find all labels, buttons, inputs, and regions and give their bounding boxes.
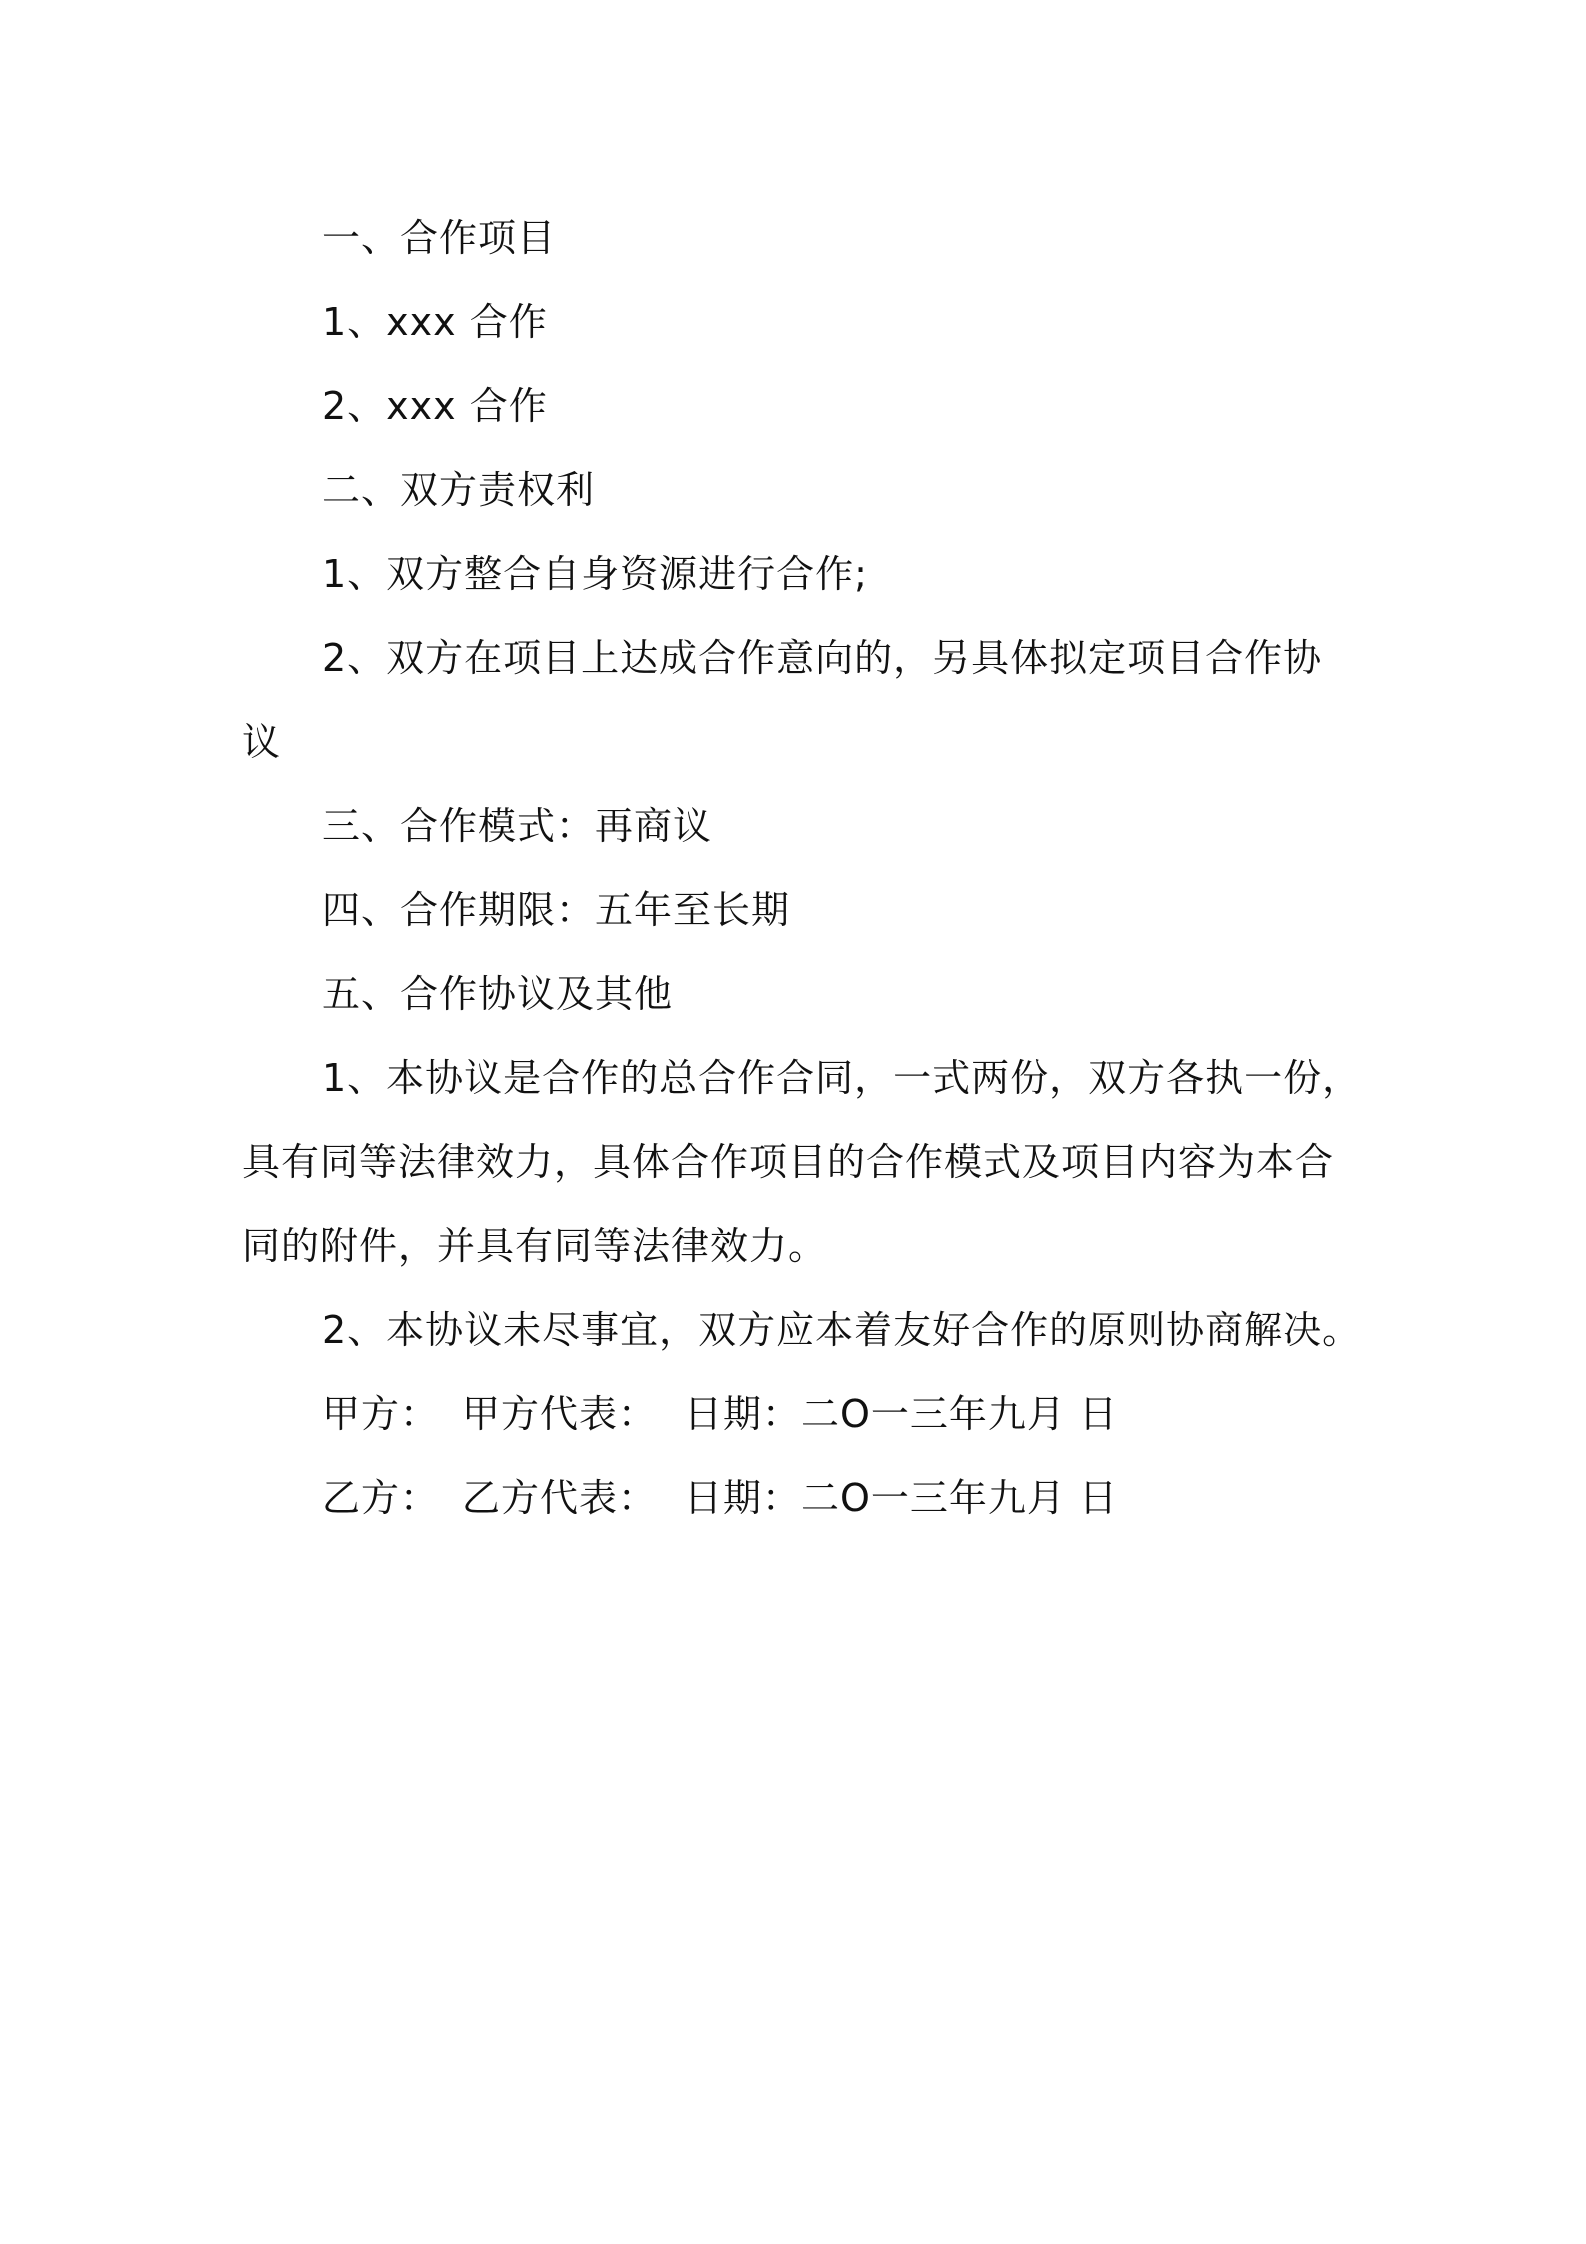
section-heading-rights-obligations: 二、双方责权利 — [322, 468, 596, 512]
agreement-item-1-line-3: 同的附件，并具有同等法律效力。 — [242, 1224, 828, 1268]
section-heading-cooperation-projects: 一、合作项目 — [322, 216, 557, 260]
rights-item-2-line-2: 议 — [242, 720, 282, 764]
rights-item-1: 1、双方整合自身资源进行合作; — [322, 552, 868, 596]
rights-item-2-line-1: 2、双方在项目上达成合作意向的，另具体拟定项目合作协 — [322, 636, 1323, 680]
project-item-2: 2、xxx 合作 — [322, 384, 548, 428]
section-heading-agreement-other: 五、合作协议及其他 — [322, 972, 674, 1016]
section-heading-cooperation-mode: 三、合作模式：再商议 — [322, 804, 713, 848]
party-a-representative-label: 甲方代表： — [462, 1392, 658, 1436]
party-b-date: 日期：二O一三年九月 日 — [684, 1476, 1118, 1520]
party-a-date: 日期：二O一三年九月 日 — [684, 1392, 1118, 1436]
signature-row-party-a — [242, 1372, 1382, 1456]
document-body — [242, 196, 1382, 1540]
party-b-representative-label: 乙方代表： — [462, 1476, 658, 1520]
project-item-1: 1、xxx 合作 — [322, 300, 548, 344]
party-b-label: 乙方： — [322, 1476, 440, 1520]
party-a-label: 甲方： — [322, 1392, 440, 1436]
agreement-item-1-line-2: 具有同等法律效力，具体合作项目的合作模式及项目内容为本合 — [242, 1140, 1335, 1184]
agreement-item-2: 2、本协议未尽事宜，双方应本着友好合作的原则协商解决。 — [322, 1308, 1362, 1352]
agreement-item-1-line-1: 1、本协议是合作的总合作合同，一式两份，双方各执一份， — [322, 1056, 1362, 1100]
signature-row-party-b — [242, 1456, 1382, 1540]
section-heading-cooperation-term: 四、合作期限：五年至长期 — [322, 888, 791, 932]
